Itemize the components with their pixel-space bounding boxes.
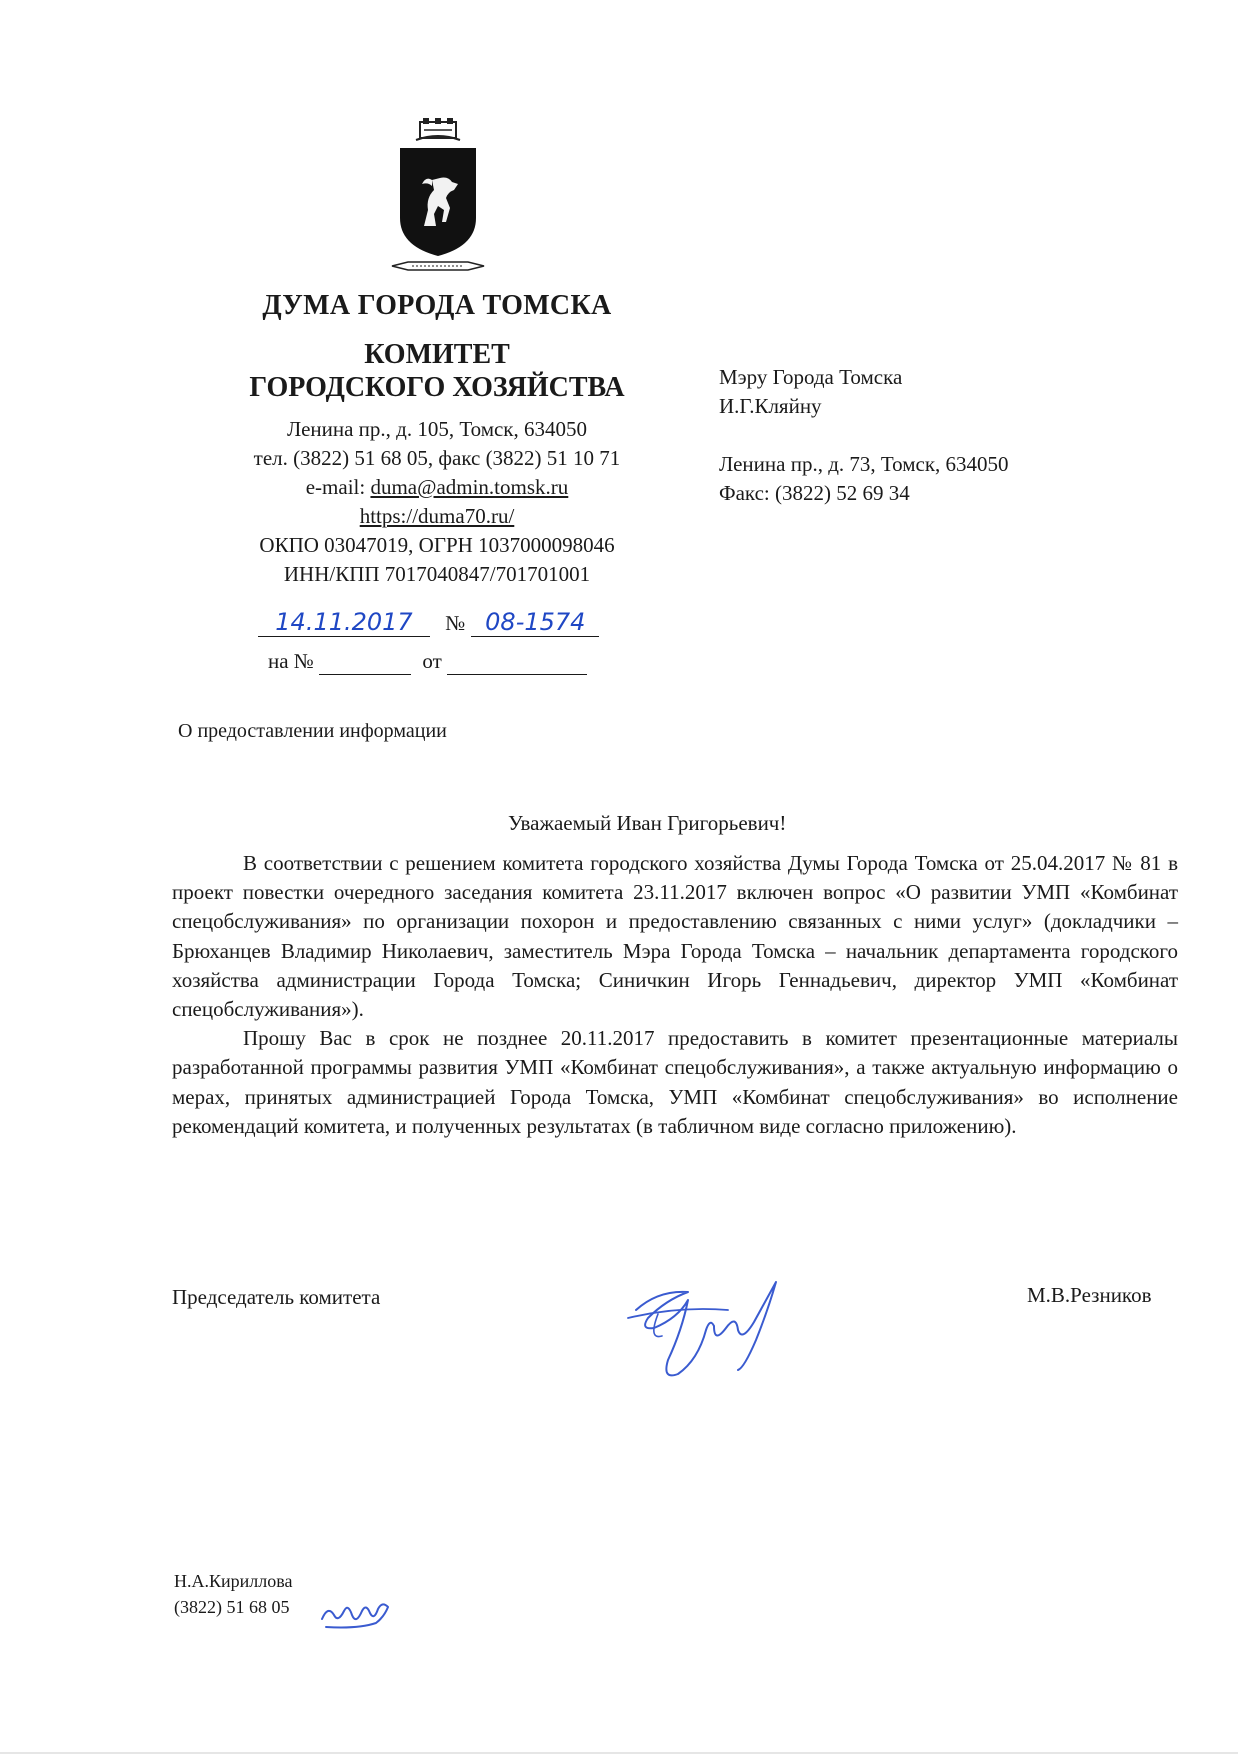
addressee-address: Ленина пр., д. 73, Томск, 634050: [719, 452, 1009, 476]
ref-date-label: от: [422, 649, 442, 673]
initials-signature-icon: [318, 1597, 396, 1631]
scan-edge-divider: [0, 1752, 1238, 1754]
addressee-block: [719, 363, 1009, 508]
committee-name: [210, 338, 664, 404]
org-phone-fax: тел. (3822) 51 68 05, факс (3822) 51 10 71: [253, 446, 621, 470]
outgoing-number-row: [258, 608, 599, 637]
organization-contacts: [190, 415, 684, 589]
addressee-title: Мэру Города Томска: [719, 365, 903, 389]
executor-phone: (3822) 51 68 05: [174, 1597, 290, 1617]
handwritten-signature: [618, 1270, 798, 1400]
org-inn-kpp: ИНН/КПП 7017040847/701701001: [283, 562, 591, 586]
executor-block: [174, 1568, 293, 1620]
committee-name-line1: КОМИТЕТ: [364, 339, 510, 370]
addressee-fax: Факс: (3822) 52 69 34: [719, 481, 910, 505]
signature-icon: [618, 1270, 798, 1400]
number-label: №: [445, 611, 466, 635]
signatory-name: М.В.Резников: [1027, 1283, 1152, 1307]
organization-name: ДУМА ГОРОДА ТОМСКА: [262, 290, 612, 321]
executor-name: Н.А.Кириллова: [174, 1571, 293, 1591]
outgoing-number: 08-1574: [485, 608, 586, 636]
salutation: Уважаемый Иван Григорьевич!: [508, 811, 787, 835]
body-paragraph-1: В соответствии с решением комитета городского хозяйства Думы Города Томска от 25.04.2017 № 81 в проект повестки очередного заседания комитета 23.11.2017 включен вопрос «О развитии УМП «Комбинат спецобслуживания» по организации похорон и предоставлению связанных с ними услуг» (докладчики – Брюханцев Владимир Николаевич, заместитель Мэра Города Томска – начальник департамента городского хозяйства администрации Города Томска; Синичкин Игорь Геннадьевич, директор УМП «Комбинат спецобслуживания»).: [172, 851, 1178, 1022]
website-link[interactable]: https://duma70.ru/: [359, 504, 515, 528]
tomsk-coat-of-arms-icon: [388, 118, 488, 288]
outgoing-date-field: [258, 608, 430, 637]
body-paragraph-2: Прошу Вас в срок не позднее 20.11.2017 предоставить в комитет презентационные материалы разработанной программы развития УМП «Комбинат спецобслуживания», а также актуальную информацию о мерах, принятых администрацией Города Томска, УМП «Комбинат спецобслуживания» во исполнение рекомендаций комитета, и полученных результатах (в табличном виде согласно приложению).: [172, 1026, 1178, 1138]
letter-body: [172, 849, 1178, 1141]
executor-initials: [318, 1597, 396, 1631]
outgoing-number-field: [471, 608, 599, 637]
ref-number-label: на №: [268, 649, 314, 673]
org-email-line: [190, 473, 684, 502]
org-address: Ленина пр., д. 105, Томск, 634050: [286, 417, 588, 441]
ref-number-blank: [319, 649, 411, 675]
outgoing-date: 14.11.2017: [275, 608, 413, 636]
signatory-title: Председатель комитета: [172, 1285, 381, 1309]
addressee-name: И.Г.Кляйну: [719, 394, 822, 418]
letter-subject: О предоставлении информации: [178, 720, 447, 742]
ref-date-blank: [447, 649, 587, 675]
email-label: e-mail:: [305, 475, 371, 499]
email-link[interactable]: duma@admin.tomsk.ru: [370, 475, 569, 499]
incoming-reference-row: [268, 649, 587, 675]
org-okpo-ogrn: ОКПО 03047019, ОГРН 1037000098046: [259, 533, 615, 557]
coat-of-arms-emblem: [388, 118, 488, 288]
committee-name-line2: ГОРОДСКОГО ХОЗЯЙСТВА: [249, 372, 625, 403]
